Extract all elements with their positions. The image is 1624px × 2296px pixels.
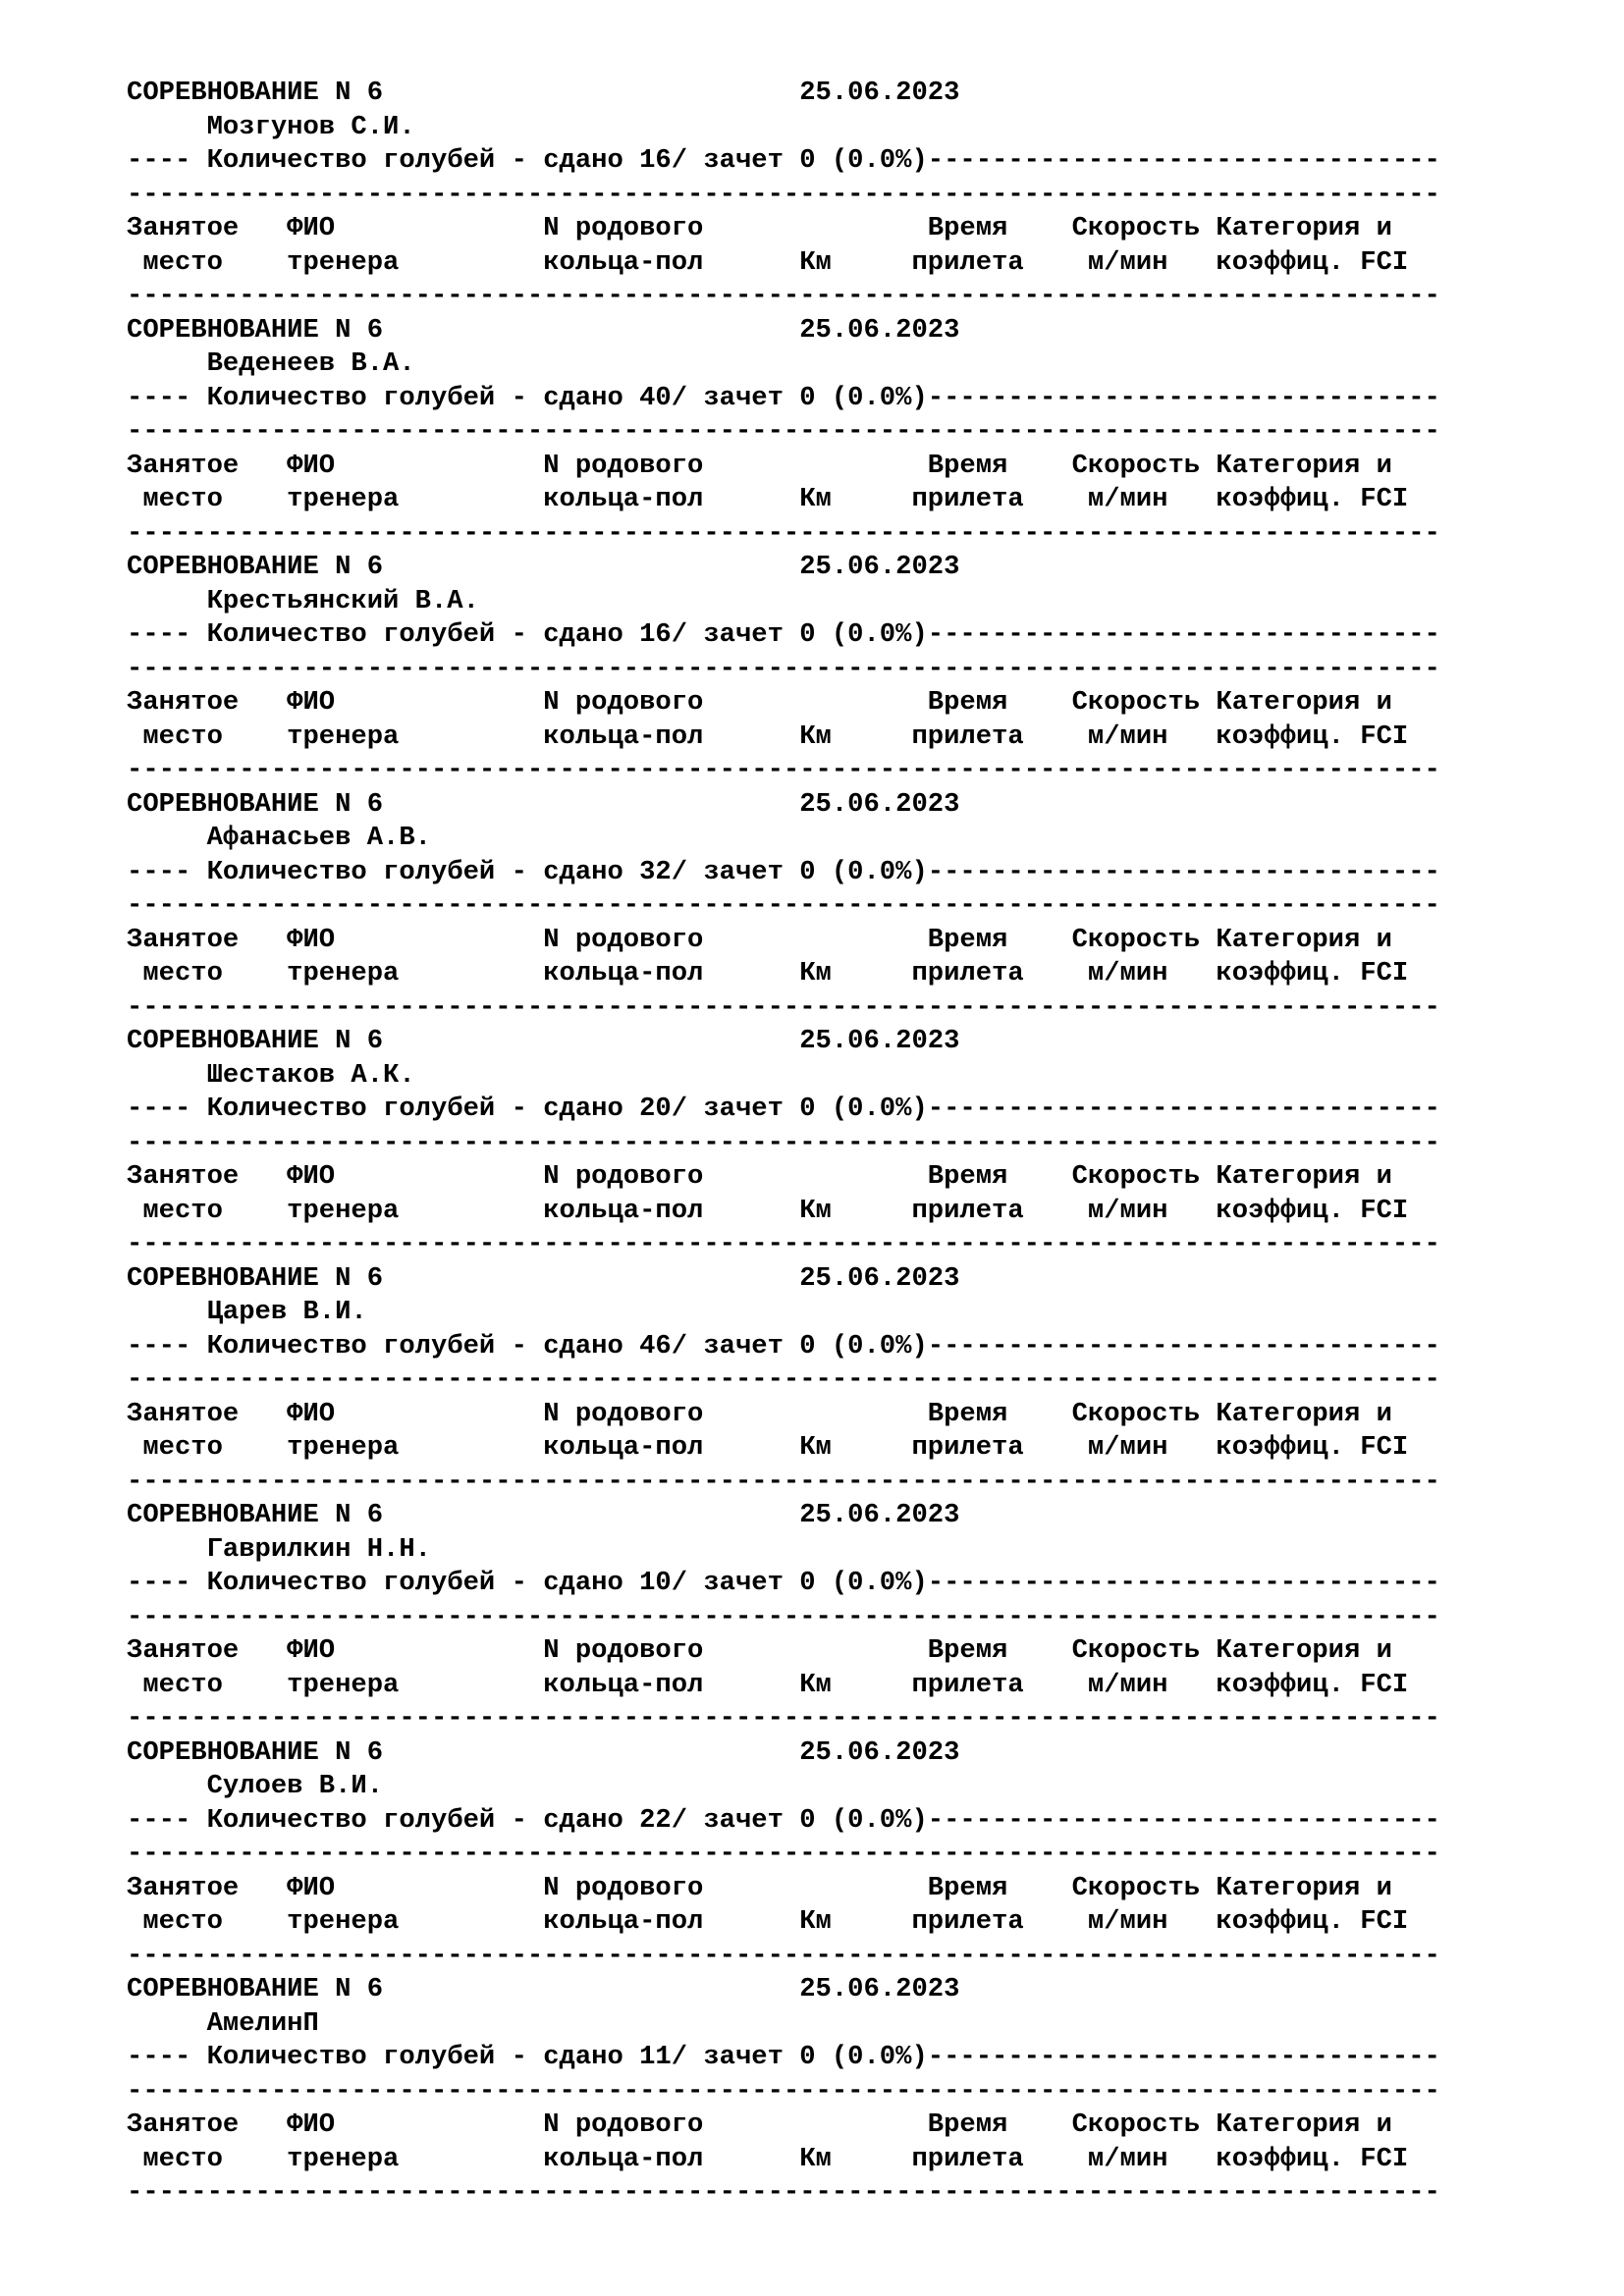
separator-line: ---------------------------------------------------------------------------------- xyxy=(127,416,1440,447)
column-header-row: Занятое ФИО N родового Время Скорость Категория и xyxy=(127,2109,1392,2140)
competition-title-line: СОРЕВНОВАНИЕ N 6 25.06.2023 xyxy=(127,1500,960,1530)
owner-name: Гаврилкин Н.Н. xyxy=(206,1533,431,1565)
competition-block xyxy=(127,1025,1599,1262)
competition-title-line: СОРЕВНОВАНИЕ N 6 25.06.2023 xyxy=(127,1974,960,2004)
pigeon-count-line: ---- Количество голубей - сдано 40/ зачет 0 (0.0%)-------------------------------- xyxy=(127,382,1440,413)
separator-line: ---------------------------------------------------------------------------------- xyxy=(127,1466,1440,1497)
competition-title-line: СОРЕВНОВАНИЕ N 6 25.06.2023 xyxy=(127,1736,960,1768)
competition-block xyxy=(127,77,1599,314)
competition-block xyxy=(127,1736,1599,1974)
separator-line: ---------------------------------------------------------------------------------- xyxy=(127,1703,1440,1734)
column-header-row: место тренера кольца-пол Км прилета м/мин коэффиц. FCI xyxy=(127,2143,1409,2174)
column-header-row: место тренера кольца-пол Км прилета м/мин коэффиц. FCI xyxy=(127,721,1409,752)
competition-title-line: СОРЕВНОВАНИЕ N 6 25.06.2023 xyxy=(127,788,960,820)
separator-line: ---------------------------------------------------------------------------------- xyxy=(127,1127,1440,1158)
separator-line: ---------------------------------------------------------------------------------- xyxy=(127,991,1440,1023)
column-header-row: место тренера кольца-пол Км прилета м/мин коэффиц. FCI xyxy=(127,1906,1409,1937)
separator-line: ---------------------------------------------------------------------------------- xyxy=(127,1229,1440,1259)
column-header-row: Занятое ФИО N родового Время Скорость Категория и xyxy=(127,213,1392,243)
owner-name: Крестьянский В.А. xyxy=(206,585,479,616)
separator-line: ---------------------------------------------------------------------------------- xyxy=(127,653,1440,684)
column-header-row: Занятое ФИО N родового Время Скорость Категория и xyxy=(127,1872,1392,1903)
competition-block xyxy=(127,551,1599,788)
competition-block xyxy=(127,1499,1599,1736)
owner-name: АмелинП xyxy=(206,2007,319,2039)
pigeon-count-line: ---- Количество голубей - сдано 16/ зачет 0 (0.0%)-------------------------------- xyxy=(127,619,1440,650)
pigeon-count-line: ---- Количество голубей - сдано 32/ зачет 0 (0.0%)-------------------------------- xyxy=(127,856,1440,887)
separator-line: ---------------------------------------------------------------------------------- xyxy=(127,281,1440,311)
competition-title-line: СОРЕВНОВАНИЕ N 6 25.06.2023 xyxy=(127,78,960,108)
race-report xyxy=(127,77,1599,2211)
column-header-row: Занятое ФИО N родового Время Скорость Категория и xyxy=(127,450,1392,481)
pigeon-count-line: ---- Количество голубей - сдано 22/ зачет 0 (0.0%)-------------------------------- xyxy=(127,1804,1440,1836)
column-header-row: Занятое ФИО N родового Время Скорость Категория и xyxy=(127,1635,1392,1666)
owner-name: Сулоев В.И. xyxy=(206,1771,384,1801)
column-header-row: место тренера кольца-пол Км прилета м/мин коэффиц. FCI xyxy=(127,1432,1409,1463)
separator-line: ---------------------------------------------------------------------------------- xyxy=(127,1601,1440,1632)
owner-name: Афанасьев А.В. xyxy=(206,823,431,853)
pigeon-count-line: ---- Количество голубей - сдано 10/ зачет 0 (0.0%)-------------------------------- xyxy=(127,1568,1440,1598)
separator-line: ---------------------------------------------------------------------------------- xyxy=(127,179,1440,210)
separator-line: ---------------------------------------------------------------------------------- xyxy=(127,755,1440,785)
owner-name: Царев В.И. xyxy=(206,1297,367,1327)
column-header-row: место тренера кольца-пол Км прилета м/мин коэффиц. FCI xyxy=(127,1195,1409,1226)
competition-title-line: СОРЕВНОВАНИЕ N 6 25.06.2023 xyxy=(127,1026,960,1056)
column-header-row: Занятое ФИО N родового Время Скорость Категория и xyxy=(127,687,1392,718)
separator-line: ---------------------------------------------------------------------------------- xyxy=(127,890,1440,921)
pigeon-count-line: ---- Количество голубей - сдано 20/ зачет 0 (0.0%)-------------------------------- xyxy=(127,1094,1440,1124)
competition-block xyxy=(127,1973,1599,2211)
owner-name: Шестаков А.К. xyxy=(206,1059,415,1091)
separator-line: ---------------------------------------------------------------------------------- xyxy=(127,517,1440,549)
separator-line: ---------------------------------------------------------------------------------- xyxy=(127,1940,1440,1971)
column-header-row: место тренера кольца-пол Км прилета м/мин коэффиц. FCI xyxy=(127,484,1409,514)
column-header-row: место тренера кольца-пол Км прилета м/мин коэффиц. FCI xyxy=(127,958,1409,988)
column-header-row: Занятое ФИО N родового Время Скорость Категория и xyxy=(127,1161,1392,1192)
separator-line: ---------------------------------------------------------------------------------- xyxy=(127,1364,1440,1395)
competition-block xyxy=(127,1262,1599,1500)
owner-name: Мозгунов С.И. xyxy=(206,111,415,142)
column-header-row: место тренера кольца-пол Км прилета м/мин коэффиц. FCI xyxy=(127,246,1409,278)
competition-block xyxy=(127,788,1599,1026)
column-header-row: место тренера кольца-пол Км прилета м/мин коэффиц. FCI xyxy=(127,1669,1409,1700)
competition-title-line: СОРЕВНОВАНИЕ N 6 25.06.2023 xyxy=(127,314,960,346)
owner-name: Веденеев В.А. xyxy=(206,348,415,379)
separator-line: ---------------------------------------------------------------------------------- xyxy=(127,1839,1440,1869)
pigeon-count-line: ---- Количество голубей - сдано 16/ зачет 0 (0.0%)-------------------------------- xyxy=(127,145,1440,176)
pigeon-count-line: ---- Количество голубей - сдано 46/ зачет 0 (0.0%)-------------------------------- xyxy=(127,1330,1440,1362)
pigeon-count-line: ---- Количество голубей - сдано 11/ зачет 0 (0.0%)-------------------------------- xyxy=(127,2042,1440,2072)
competition-title-line: СОРЕВНОВАНИЕ N 6 25.06.2023 xyxy=(127,1262,960,1294)
competition-block xyxy=(127,314,1599,552)
column-header-row: Занятое ФИО N родового Время Скорость Категория и xyxy=(127,1398,1392,1429)
separator-line: ---------------------------------------------------------------------------------- xyxy=(127,2075,1440,2107)
separator-line: ---------------------------------------------------------------------------------- xyxy=(127,2177,1440,2208)
competition-title-line: СОРЕВНОВАНИЕ N 6 25.06.2023 xyxy=(127,552,960,582)
column-header-row: Занятое ФИО N родового Время Скорость Категория и xyxy=(127,924,1392,955)
